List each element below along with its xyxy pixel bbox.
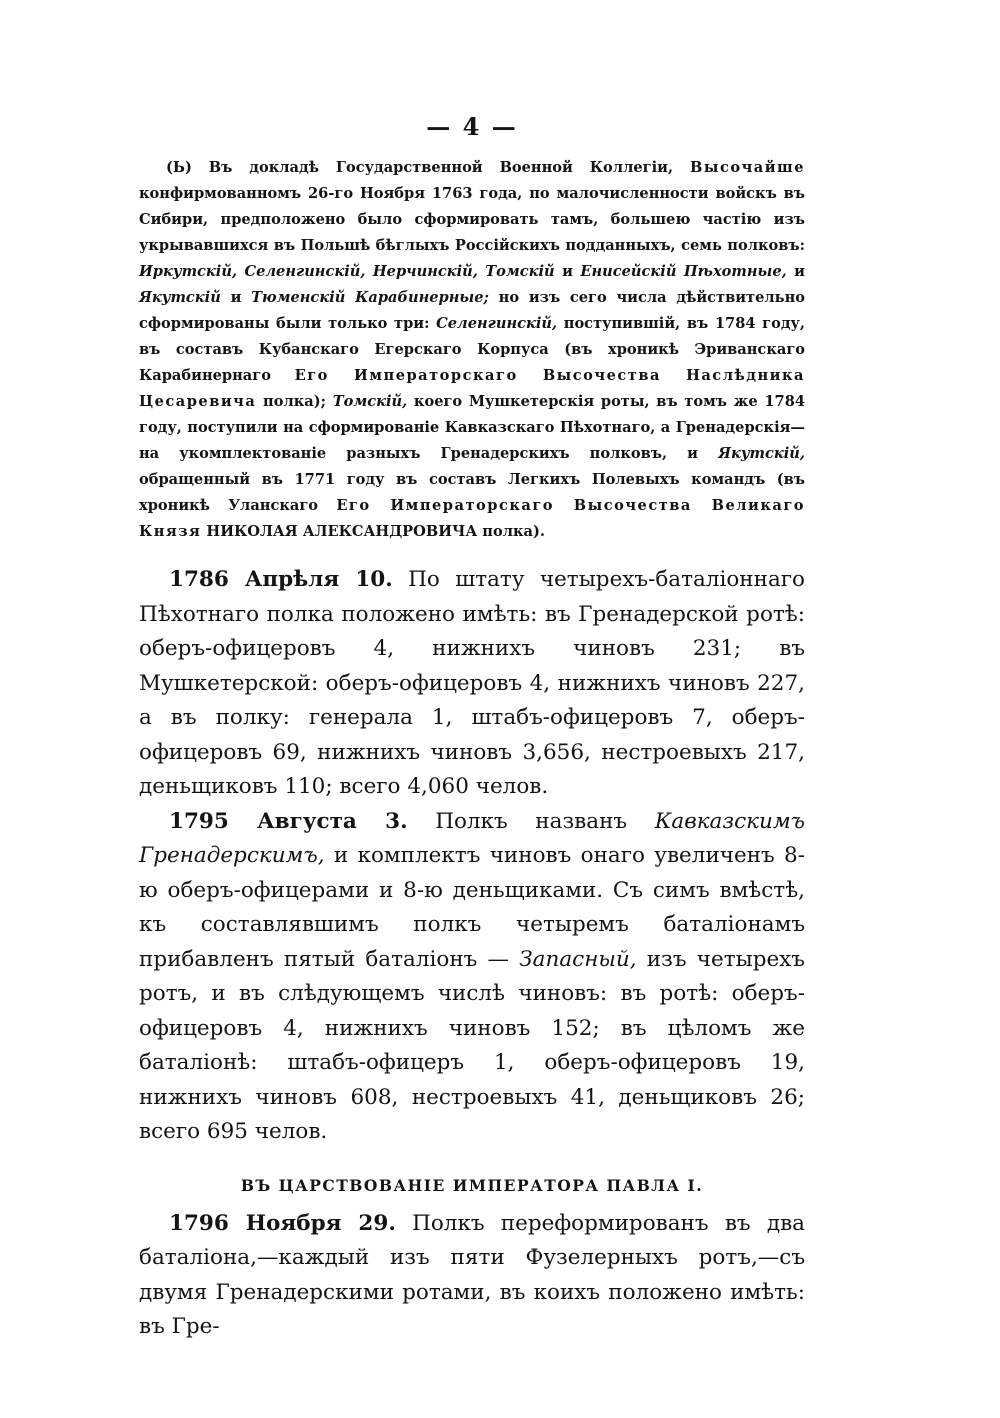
entry-text: Полкъ названъ <box>407 808 655 834</box>
footnote-regiment-names: Селенгинскій, <box>436 315 558 332</box>
entry-text: Полкъ переформированъ въ два баталіона,—каждый изъ пяти Фузелерныхъ ротъ,—съ двумя Гренадерскими ротами, въ коихъ положено имѣть: въ Гре- <box>139 1210 806 1339</box>
entry-text: По штату четырехъ-баталіоннаго Пѣхотнаго полка положено имѣть: въ Гренадерской ротѣ: оберъ-офицеровъ 4, нижнихъ чиновъ 231; въ Мушкетерской: оберъ-офицеровъ 4, нижнихъ чиновъ 227, а въ полку: генерала 1, штабъ-офицеровъ 7, оберъ-офицеровъ 69, нижнихъ чиновъ 3,656, нестроевыхъ 217, деньщиковъ 110; всего 4,060 челов. <box>139 567 805 799</box>
page-number: — 4 — <box>426 112 518 141</box>
footnote-text: полка); <box>256 393 333 410</box>
battalion-name: Запасный, <box>519 946 637 972</box>
entry-text: изъ четырехъ ротъ, и въ слѣдующемъ числѣ чиновъ: въ ротѣ: оберъ-офицеровъ 4, нижнихъ чиновъ 152; въ цѣломъ же баталіонѣ: штабъ-офицеръ 1, оберъ-офицеровъ 19, нижнихъ чиновъ 608, нестроевыхъ 41, деньщиковъ 26; всего 695 челов. <box>139 946 805 1144</box>
footnote-highness: Высочайше <box>689 159 805 176</box>
footnote-title: Его Императорскаго Высочества Наслѣдника Цесаревича <box>139 367 805 410</box>
footnote-regiment-names: Енисейскій Пѣхотные, <box>580 263 787 280</box>
footnote-text: конфирмованномъ 26-го Ноября 1763 года, по малочисленности войскъ въ Сибири, предположено было сформировать тамъ, большею частію изъ укрывавшихся въ Польшѣ бѣглыхъ Россійскихъ подданныхъ, семь полковъ: <box>139 185 805 254</box>
entry-date: 1786 Апрѣля 10. <box>169 567 393 592</box>
footnote-text: но изъ сего числа дѣйствительно сформированы были только три: <box>139 289 805 332</box>
footnote-text: коего Мушкетерскія роты, въ томъ же 1784 году, поступили на сформированіе Кавказскаго Пѣхотнаго, а Гренадерскія—на укомплектованіе разныхъ Гренадерскихъ полковъ, и <box>139 393 806 462</box>
book-page <box>139 112 805 1345</box>
footnote-regiment-names: Тюменскій Карабинерные; <box>251 289 489 306</box>
footnote-regiment-names: Якутскій <box>139 289 221 306</box>
footnote-text: обращенный въ 1771 году въ составъ Легкихъ Полевыхъ командъ (въ хроникѣ Уланскаго <box>139 471 805 514</box>
footnote-regiment-names: Томскій, <box>332 393 408 410</box>
footnote-regiment-names: Иркутскій, Селенгинскій, Нерчинскій, Томскій <box>139 263 555 280</box>
entry-1786 <box>139 563 805 805</box>
footnote-text: (Ь) Въ докладѣ Государственной Военной Коллегіи, <box>166 159 690 176</box>
footnote-text: и <box>554 263 581 280</box>
footnote-text: и <box>220 289 252 306</box>
section-heading: ВЪ ЦАРСТВОВАНІЕ ИМПЕРАТОРА ПАВЛА I. <box>240 1175 704 1195</box>
footnote-text: и <box>786 263 805 280</box>
entry-date: 1795 Августа 3. <box>169 808 408 834</box>
regiment-new-name: Кавказскимъ Гренадерскимъ, <box>139 808 805 868</box>
entry-date: 1796 Ноября 29. <box>169 1210 396 1236</box>
entry-text: и комплектъ чиновъ онаго увеличенъ 8-ю оберъ-офицерами и 8-ю деньщиками. Съ симъ вмѣстѣ, къ составлявшимъ полкъ четыремъ баталіонамъ прибавленъ пятый баталіонъ — <box>139 843 805 972</box>
entry-1795 <box>139 805 805 1150</box>
footnote-text: полка). <box>477 523 545 540</box>
entry-1796 <box>139 1207 805 1345</box>
footnote-regiment-names: Якутскій, <box>718 445 805 462</box>
footnote-grand-duke-name: НИКОЛАЯ АЛЕКСАНДРОВИЧА <box>201 523 478 540</box>
footnote-text: поступившій, въ 1784 году, въ составъ Кубанскаго Егерскаго Корпуса (въ хроникѣ Эриванскаго Карабинернаго <box>139 315 805 384</box>
footnote-title: Его Императорскаго Высочества Великаго Князя <box>139 497 806 540</box>
footnote-b <box>139 155 805 545</box>
